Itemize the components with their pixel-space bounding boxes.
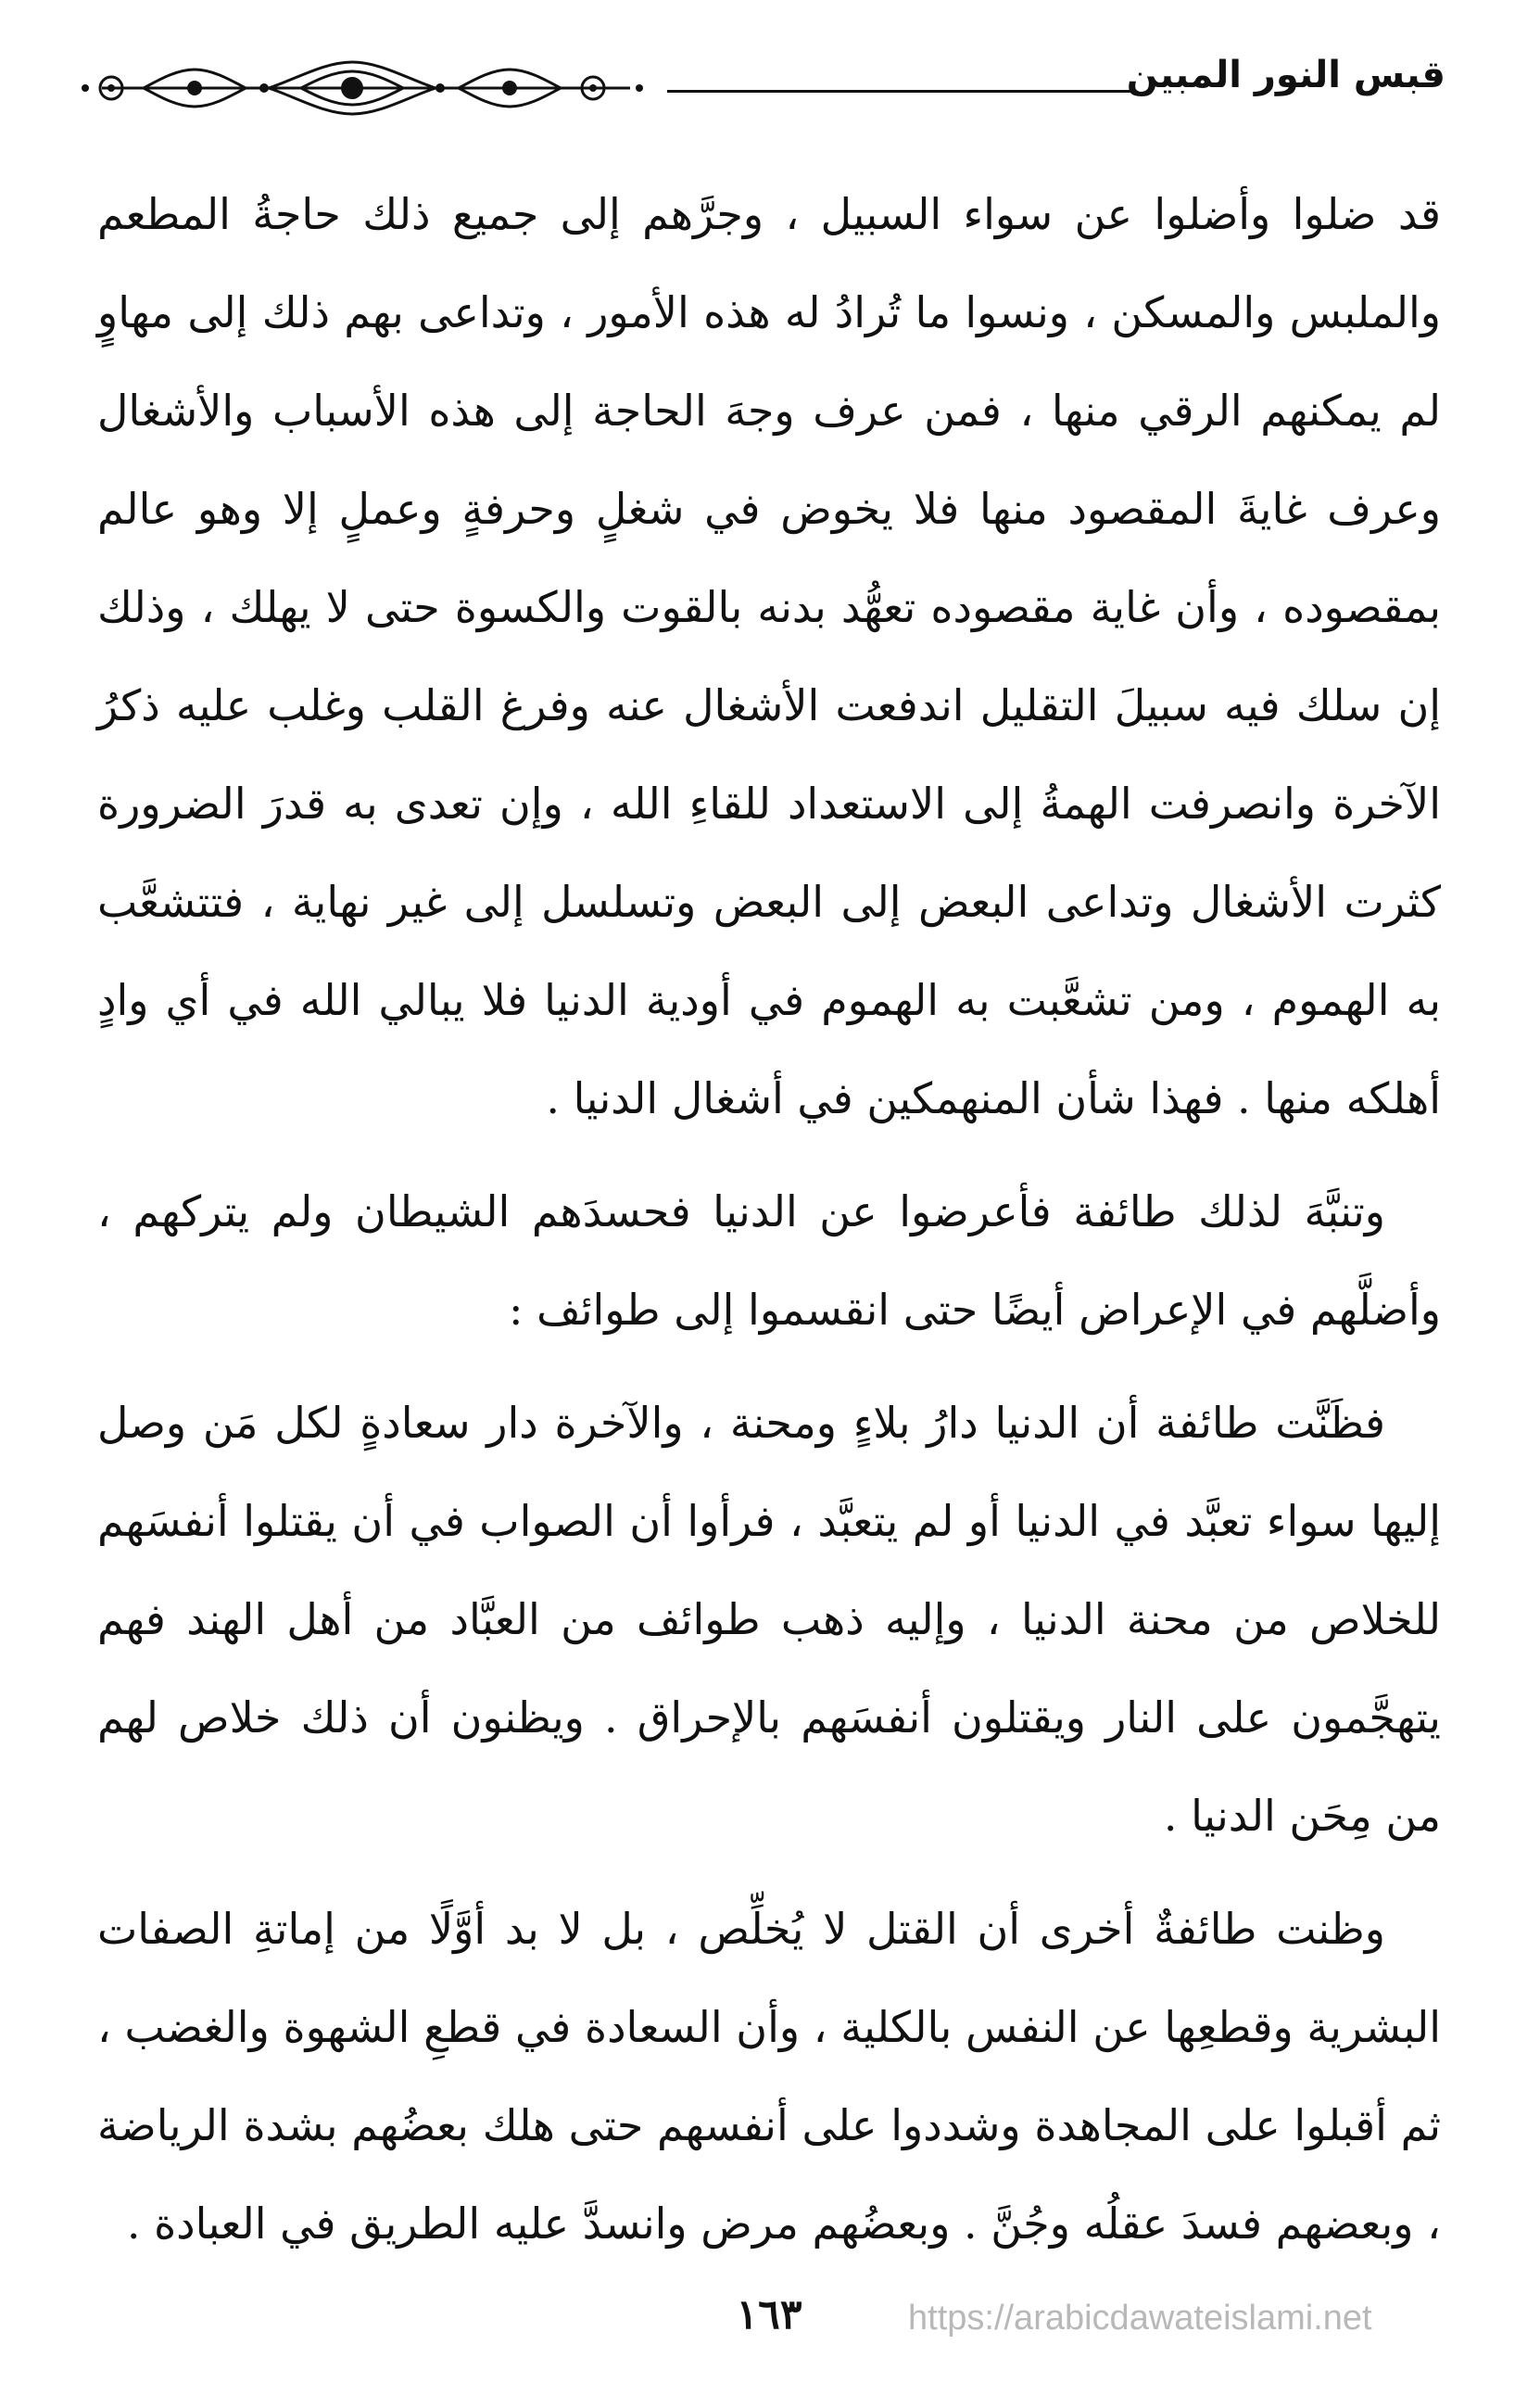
header-rule	[667, 90, 1135, 93]
page-header	[74, 51, 1445, 125]
paragraph-1: قد ضلوا وأضلوا عن سواء السبيل ، وجرَّهم إلى جميع ذلك حاجةُ المطعم والملبس والمسكن ، ونسوا ما تُرادُ له هذه الأمور ، وتداعى بهم ذلك إلى مهاوٍ لم يمكنهم الرقي منها ، فمن عرف وجهَ الحاجة إلى هذه الأسباب والأشغال وعرف غايةَ المقصود منها فلا يخوض في شغلٍ وحرفةٍ وعملٍ إلا وهو عالم بمقصوده ، وأن غاية مقصوده تعهُّد بدنه بالقوت والكسوة حتى لا يهلك ، وذلك إن سلك فيه سبيلَ التقليل اندفعت الأشغال عنه وفرغ القلب وغلب عليه ذكرُ الآخرة وانصرفت الهمةُ إلى الاستعداد للقاءِ الله ، وإن تعدى به قدرَ الضرورة كثرت الأشغال وتداعى البعض إلى البعض وتسلسل إلى غير نهاية ، فتتشعَّب به الهموم ، ومن تشعَّبت به الهموم في أودية الدنيا فلا يبالي الله في أي وادٍ أهلكه منها . فهذا شأن المنهمكين في أشغال الدنيا .	[97, 189, 1441, 1123]
page-body	[97, 165, 1441, 2287]
paragraph-4: وظنت طائفةٌ أخرى أن القتل لا يُخلِّص ، بل لا بد أوَّلًا من إماتةِ الصفات البشرية وقطعِها عن النفس بالكلية ، وأن السعادة في قطعِ الشهوة والغضب ، ثم أقبلوا على المجاهدة وشددوا على أنفسهم حتى هلك بعضُهم بشدة الرياضة ، وبعضهم فسدَ عقلُه وجُنَّ . وبعضُهم مرض وانسدَّ عليه الطريق في العبادة .	[97, 1904, 1441, 2249]
floral-ornament-icon	[74, 51, 658, 125]
paragraph-2: وتنبَّهَ لذلك طائفة فأعرضوا عن الدنيا فحسدَهم الشيطان ولم يتركهم ، وأضلَّهم في الإعراض أيضًا حتى انقسموا إلى طوائف :	[97, 1186, 1441, 1335]
watermark-url: https://arabicdawateislami.net	[908, 2299, 1372, 2338]
running-head-title: قبس النور المبين	[1126, 54, 1445, 96]
page-number: ١٦٣	[736, 2291, 802, 2338]
paragraph-3: فظَنَّت طائفة أن الدنيا دارُ بلاءٍ ومحنة ، والآخرة دار سعادةٍ لكل مَن وصل إليها سواء تعبَّد في الدنيا أو لم يتعبَّد ، فرأوا أن الصواب في أن يقتلوا أنفسَهم للخلاص من محنة الدنيا ، وإليه ذهب طوائف من العبَّاد من أهل الهند فهم يتهجَّمون على النار ويقتلون أنفسَهم بالإحراق . ويظنون أن ذلك خلاص لهم من مِحَن الدنيا .	[97, 1398, 1441, 1841]
